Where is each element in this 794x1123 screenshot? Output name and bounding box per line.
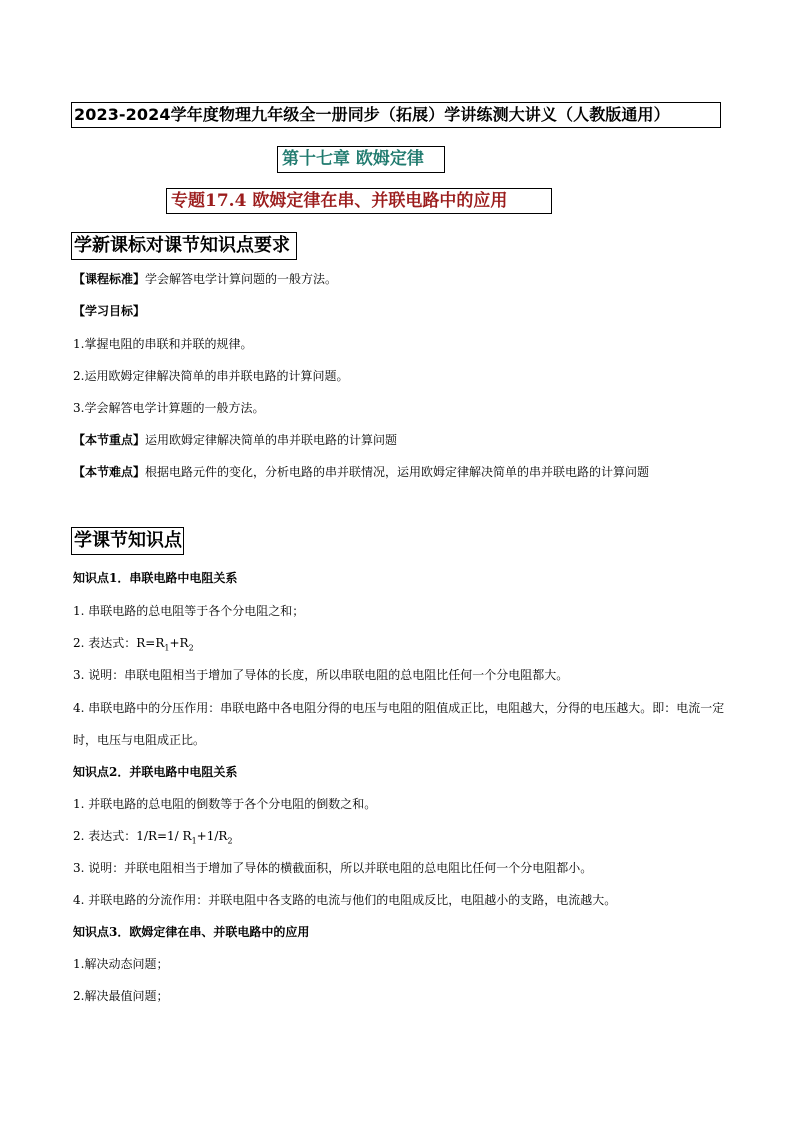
course-standard — [73, 271, 733, 287]
document-title: 2023-2024学年度物理九年级全一册同步（拓展）学讲练测大讲义（人教版通用） — [71, 102, 721, 128]
knowledge-point-2-item: 4. 并联电路的分流作用：并联电阻中各支路的电流与他们的电阻成反比，电阻越小的支路，电流越大。 — [73, 893, 617, 907]
topic-title: 专题17.4 欧姆定律在串、并联电路中的应用 — [166, 188, 552, 214]
knowledge-point-1-title: 知识点1．串联电路中电阻关系 — [73, 571, 238, 585]
formula-text: 2. 表达式：1/R=1/ R — [73, 829, 192, 843]
learning-goal-item: 2.运用欧姆定律解决简单的串并联电路的计算问题。 — [73, 369, 349, 383]
knowledge-point-3-title: 知识点3．欧姆定律在串、并联电路中的应用 — [73, 925, 310, 939]
knowledge-point-3-item: 2.解决最值问题； — [73, 989, 169, 1003]
knowledge-point-2-item: 3. 说明：并联电阻相当于增加了导体的横截面积，所以并联电阻的总电阻比任何一个分电阻都小。 — [73, 861, 593, 875]
knowledge-point-2-title: 知识点2．并联电路中电阻关系 — [73, 765, 238, 779]
key-point — [73, 432, 733, 448]
formula-text: +R — [169, 636, 189, 650]
knowledge-point-1-item: 3. 说明：串联电阻相当于增加了导体的长度，所以串联电阻的总电阻比任何一个分电阻都大。 — [73, 668, 569, 682]
course-standard-label: 【课程标准】 — [73, 272, 146, 286]
course-standard-text: 学会解答电学计算问题的一般方法。 — [145, 272, 338, 286]
knowledge-point-3-item: 1.解决动态问题； — [73, 957, 169, 971]
learning-goal-item: 3.学会解答电学计算题的一般方法。 — [73, 401, 265, 415]
formula-subscript: 2 — [227, 836, 233, 846]
knowledge-point-1-formula — [73, 635, 733, 651]
key-point-text: 运用欧姆定律解决简单的串并联电路的计算问题 — [145, 433, 398, 447]
section-heading-knowledge: 学课节知识点 — [71, 527, 184, 555]
difficulty-point-text: 根据电路元件的变化，分析电路的串并联情况，运用欧姆定律解决简单的串并联电路的计算问题 — [145, 465, 650, 479]
chapter-title: 第十七章 欧姆定律 — [277, 146, 445, 173]
formula-subscript: 1 — [191, 836, 197, 846]
formula-subscript: 1 — [164, 643, 170, 653]
learning-goal-item: 1.掌握电阻的串联和并联的规律。 — [73, 337, 253, 351]
learning-goals-label: 【学习目标】 — [73, 304, 146, 318]
formula-text: +1/R — [196, 829, 228, 843]
formula-text: 2. 表达式：R=R — [73, 636, 165, 650]
knowledge-point-1-item: 1. 串联电路的总电阻等于各个分电阻之和； — [73, 604, 305, 618]
knowledge-point-2-formula — [73, 828, 733, 844]
key-point-label: 【本节重点】 — [73, 433, 146, 447]
difficulty-point — [73, 456, 733, 488]
section-heading-requirements: 学新课标对课节知识点要求 — [71, 232, 297, 260]
formula-subscript: 2 — [188, 643, 194, 653]
knowledge-point-1-item: 4. 串联电路中的分压作用：串联电路中各电阻分得的电压与电阻的阻值成正比，电阻越大，分得的电压越大。即：电流一定时，电压与电阻成正比。 — [73, 701, 725, 747]
knowledge-point-2-item: 1. 并联电路的总电阻的倒数等于各个分电阻的倒数之和。 — [73, 797, 377, 811]
difficulty-point-label: 【本节难点】 — [73, 465, 146, 479]
